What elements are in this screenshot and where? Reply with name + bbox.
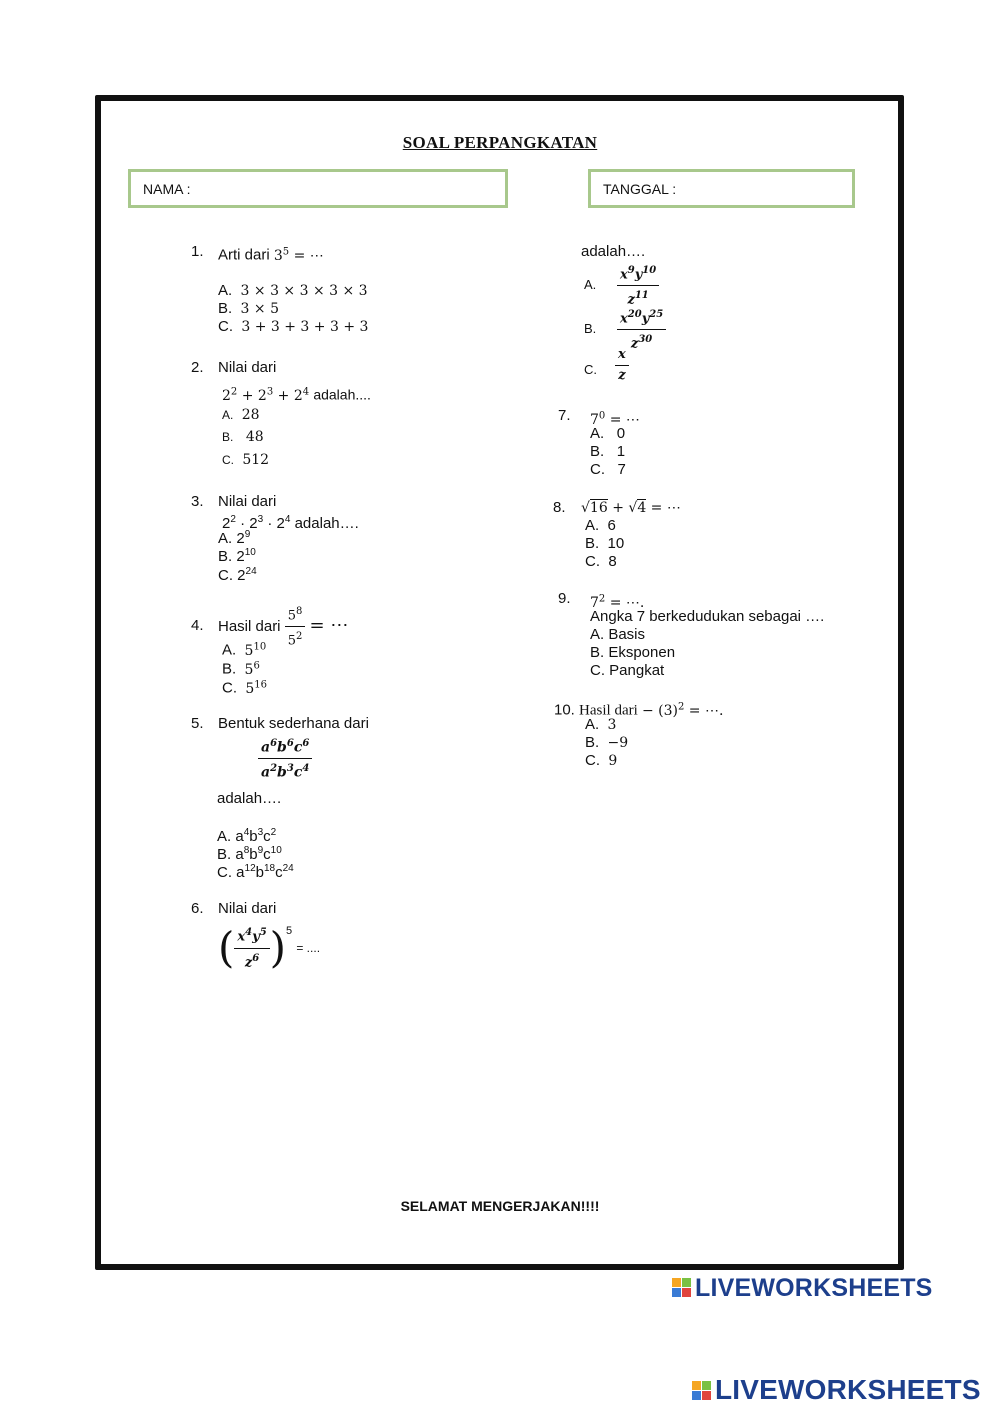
name-field[interactable] <box>128 169 508 208</box>
q3-text: Nilai dari <box>218 493 277 510</box>
q6-option-a-value: $\frac{x^9y^{10}}{z^{11}}$ <box>617 262 659 310</box>
q1-option-a[interactable]: A. 3 × 3 × 3 × 3 × 3 <box>218 282 368 299</box>
q4-text: Hasil dari $\frac{5^8}{5^2}$ = ⋯ <box>218 603 348 651</box>
q1-number: 1. <box>191 243 204 260</box>
q6-option-b[interactable]: B. <box>584 321 597 336</box>
q5-option-a[interactable]: A. $a^4b^3c^2$ <box>217 827 277 845</box>
q7-option-c[interactable]: C. 7 <box>590 461 626 478</box>
q10-text: 10. Hasil dari − $(3)^2$ = ⋯. <box>554 701 724 719</box>
q2-option-b[interactable]: B. 48 <box>222 429 264 445</box>
q8-number: 8. <box>553 499 566 516</box>
q9-text: Angka 7 berkedudukan sebagai …. <box>590 608 825 625</box>
q8-option-c[interactable]: C. 8 <box>585 553 617 570</box>
liveworksheets-logo-icon <box>672 1278 692 1298</box>
q6-option-c-value: $\frac{x}{z}$ <box>615 346 629 385</box>
worksheet-title: SOAL PERPANGKATAN <box>402 133 598 152</box>
q5-fraction: $\frac{a^6b^6c^6}{a^2b^3c^4}$ <box>258 735 312 781</box>
name-label: NAMA : <box>143 181 191 197</box>
q3-expression: $2^2 \cdot 2^3 \cdot 2^4$ adalah…. <box>222 514 359 532</box>
q2-text: Nilai dari <box>218 359 277 376</box>
q6-number: 6. <box>191 900 204 917</box>
q7-number: 7. <box>558 407 571 424</box>
q8-text: √16 + √4 = ⋯ <box>581 500 681 516</box>
q2-option-a[interactable]: A. 28 <box>222 407 260 423</box>
q9-option-b[interactable]: B. Eksponen <box>590 644 676 661</box>
q9-expression: $7^2$ = ⋯. <box>590 593 645 611</box>
q4-option-a[interactable]: A. $5^{10}$ <box>222 641 267 659</box>
q1-option-b[interactable]: B. 3 × 5 <box>218 300 279 317</box>
q7-text: $7^0$ = ⋯ <box>590 410 640 428</box>
q3-option-b[interactable]: B. $2^{10}$ <box>218 547 256 565</box>
q1-option-c[interactable]: C. 3 + 3 + 3 + 3 + 3 <box>218 318 369 335</box>
q10-option-b[interactable]: B. −9 <box>585 734 629 751</box>
q8-option-b[interactable]: B. 10 <box>585 535 625 552</box>
q9-option-c[interactable]: C. Pangkat <box>590 662 665 679</box>
q4-number: 4. <box>191 617 204 634</box>
q3-option-c[interactable]: C. $2^{24}$ <box>218 566 257 584</box>
q5-tail: adalah…. <box>217 790 282 807</box>
q5-option-c[interactable]: C. $a^{12}b^{18}c^{24}$ <box>217 863 294 881</box>
brand-watermark-2: LIVEWORKSHEETS <box>692 1374 981 1406</box>
q6-expression: ( $\frac{x^4y^5}{z^6}$ )$^5$ = .... <box>218 923 321 973</box>
q2-number: 2. <box>191 359 204 376</box>
q3-option-a[interactable]: A. $2^9$ <box>218 529 251 547</box>
date-field[interactable] <box>588 169 855 208</box>
brand-watermark-1: LIVEWORKSHEETS <box>672 1274 933 1303</box>
q6-option-c[interactable]: C. <box>584 362 597 377</box>
q5-number: 5. <box>191 715 204 732</box>
q6-continued: adalah…. <box>581 243 646 260</box>
q2-expression: $2^2 + 2^3 + 2^4$ adalah.... <box>222 386 371 404</box>
q9-option-a[interactable]: A. Basis <box>590 626 646 643</box>
worksheet-frame <box>95 95 904 1270</box>
q3-number: 3. <box>191 493 204 510</box>
q8-option-a[interactable]: A. 6 <box>585 517 616 534</box>
q1-text: Arti dari $3^5$ = ⋯ <box>218 246 324 264</box>
q6-option-b-value: $\frac{x^{20}y^{25}}{z^{30}}$ <box>617 306 666 354</box>
liveworksheets-logo-icon <box>692 1381 712 1401</box>
q5-text: Bentuk sederhana dari <box>218 715 369 732</box>
q4-option-b[interactable]: B. $5^6$ <box>222 660 260 678</box>
q10-option-a[interactable]: A. 3 <box>585 716 617 733</box>
date-label: TANGGAL : <box>603 181 677 197</box>
footer-message: SELAMAT MENGERJAKAN!!!! <box>400 1198 600 1214</box>
q2-option-c[interactable]: C. 512 <box>222 452 270 468</box>
q6-text: Nilai dari <box>218 900 277 917</box>
q5-option-b[interactable]: B. $a^8b^9c^{10}$ <box>217 845 282 863</box>
q4-option-c[interactable]: C. $5^{16}$ <box>222 679 267 697</box>
q6-option-a[interactable]: A. <box>584 277 597 292</box>
q9-number: 9. <box>558 590 571 607</box>
q7-option-a[interactable]: A. 0 <box>590 425 626 442</box>
q7-option-b[interactable]: B. 1 <box>590 443 626 460</box>
q10-number: 10. <box>554 701 575 719</box>
q10-option-c[interactable]: C. 9 <box>585 752 618 769</box>
